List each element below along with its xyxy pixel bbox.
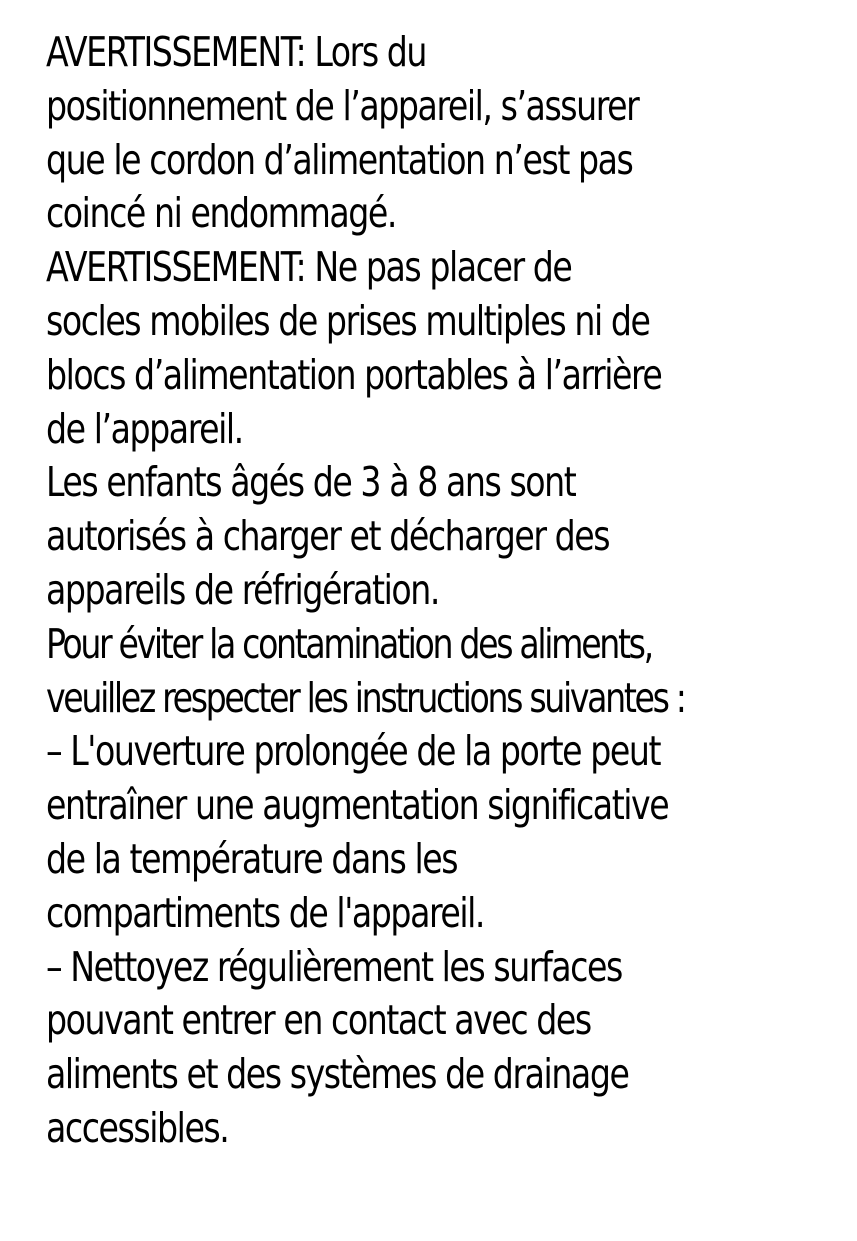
instruction-door-line-4: compartiments de l'appareil.: [46, 888, 485, 937]
instruction-clean-line-2: pouvant entrer en contact avec des: [46, 996, 591, 1045]
instruction-clean-line-1: – Nettoyez régulièrement les surfaces: [46, 942, 622, 991]
instruction-door-line-1: – L'ouverture prolongée de la porte peut: [46, 727, 661, 776]
children-note-line-1: Les enfants âgés de 3 à 8 ans sont: [46, 458, 576, 507]
warning-1-line-2: positionnement de l’appareil, s’assurer: [46, 81, 639, 130]
warning-1-line-4: coincé ni endommagé.: [46, 189, 397, 238]
instruction-clean-line-3: aliments et des systèmes de drainage: [46, 1050, 629, 1099]
warning-1-line-3: que le cordon d’alimentation n’est pas: [46, 135, 633, 184]
warning-2-line-4: de l’appareil.: [46, 404, 243, 453]
contamination-intro-line-1: Pour éviter la contamination des aliments,: [46, 619, 652, 668]
children-note-line-3: appareils de réfrigération.: [46, 565, 439, 614]
children-note-line-2: autorisés à charger et décharger des: [46, 512, 610, 561]
contamination-intro-line-2: veuillez respecter les instructions suivantes :: [46, 673, 685, 722]
warning-2-line-3: blocs d’alimentation portables à l’arrière: [46, 350, 662, 399]
instruction-door-line-3: de la température dans les: [46, 834, 458, 883]
warning-2-line-1: AVERTISSEMENT: Ne pas placer de: [46, 243, 572, 292]
instruction-door-line-2: entraîner une augmentation significative: [46, 781, 669, 830]
warning-2-line-2: socles mobiles de prises multiples ni de: [46, 296, 650, 345]
safety-warnings-text: [46, 26, 846, 1156]
warning-1-line-1: AVERTISSEMENT: Lors du: [46, 28, 427, 76]
instruction-clean-line-4: accessibles.: [46, 1103, 229, 1152]
